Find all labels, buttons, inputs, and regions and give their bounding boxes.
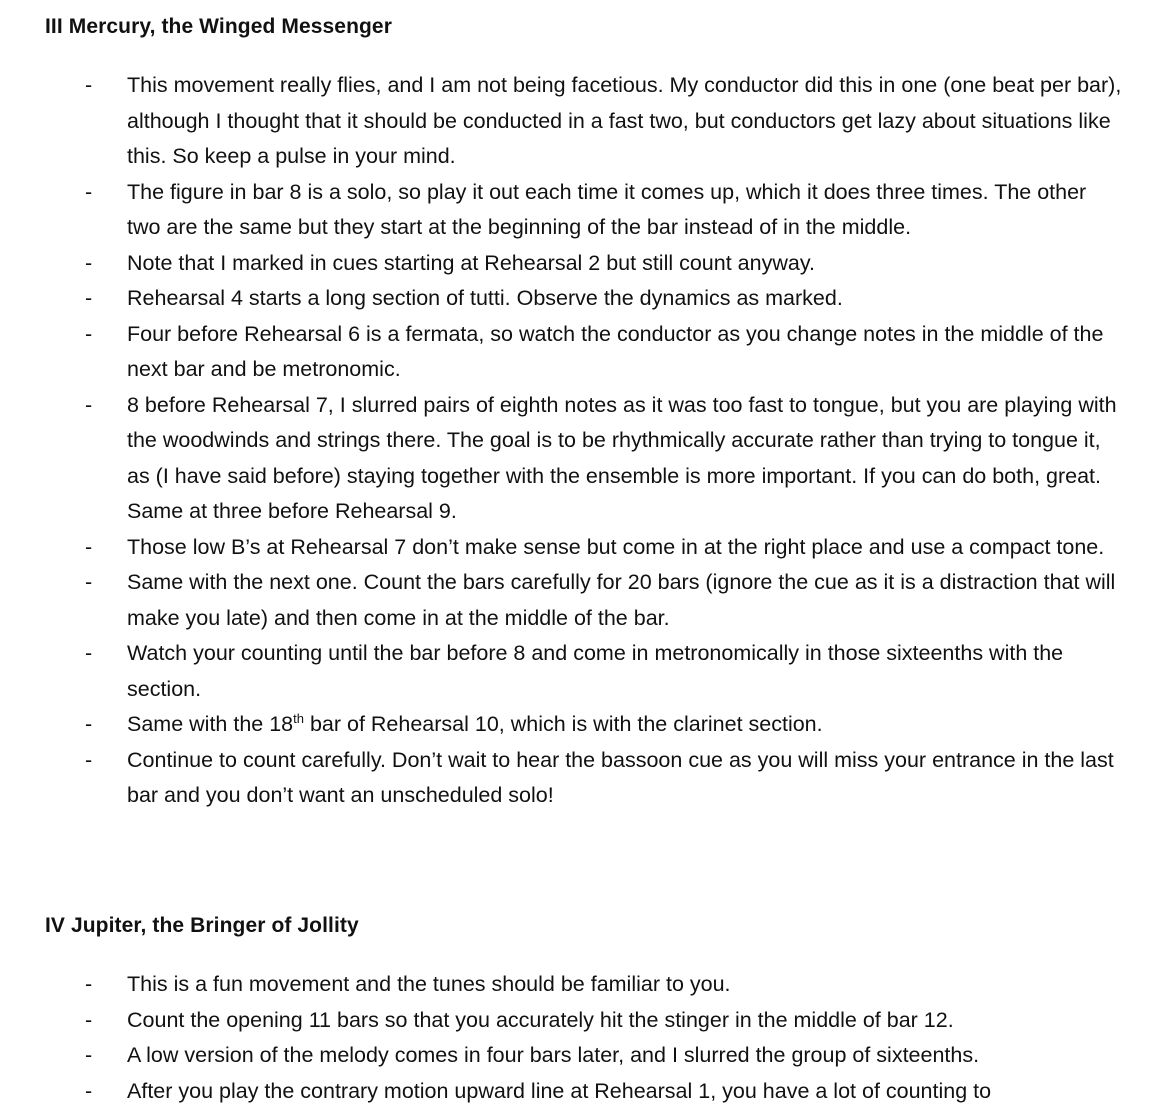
list-item-text: The figure in bar 8 is a solo, so play it out each time it comes up, which it does three times. The other two are the same but they start at the beginning of the bar instead of in the middle. bbox=[127, 180, 1086, 240]
list-item bbox=[0, 1074, 1166, 1109]
bullet-dash: - bbox=[85, 530, 99, 566]
list-item bbox=[0, 1038, 1166, 1074]
list-item bbox=[0, 68, 1166, 175]
list-item bbox=[0, 707, 1166, 743]
bullet-dash: - bbox=[85, 967, 99, 1003]
ordinal-suffix: th bbox=[293, 711, 304, 726]
bullet-dash: - bbox=[85, 1074, 99, 1109]
list-item-text: Rehearsal 4 starts a long section of tutti. Observe the dynamics as marked. bbox=[127, 286, 843, 310]
list-item-text: Note that I marked in cues starting at Rehearsal 2 but still count anyway. bbox=[127, 251, 815, 275]
bullet-dash: - bbox=[85, 317, 99, 353]
bullet-dash: - bbox=[85, 246, 99, 282]
list-item-text: Same with the next one. Count the bars carefully for 20 bars (ignore the cue as it is a distraction that will make you late) and then come in at the middle of the bar. bbox=[127, 570, 1115, 630]
list-item-text: Watch your counting until the bar before 8 and come in metronomically in those sixteenths with the section. bbox=[127, 641, 1063, 701]
list-item bbox=[0, 530, 1166, 566]
bullet-dash: - bbox=[85, 707, 99, 743]
list-item bbox=[0, 175, 1166, 246]
list-item-text: Continue to count carefully. Don’t wait to hear the bassoon cue as you will miss your entrance in the last bar and you don’t want an unscheduled solo! bbox=[127, 748, 1114, 808]
section-heading-jupiter: IV Jupiter, the Bringer of Jollity bbox=[45, 912, 359, 940]
list-item-text: This is a fun movement and the tunes should be familiar to you. bbox=[127, 972, 731, 996]
bullet-dash: - bbox=[85, 636, 99, 672]
list-item-text: This movement really flies, and I am not being facetious. My conductor did this in one (one beat per bar), although I thought that it should be conducted in a fast two, but conductors get lazy about situations like this. So keep a pulse in your mind. bbox=[127, 73, 1121, 168]
bullet-dash: - bbox=[85, 68, 99, 104]
list-item-text: 8 before Rehearsal 7, I slurred pairs of eighth notes as it was too fast to tongue, but you are playing with the woodwinds and strings there. The goal is to be rhythmically accurate rather than trying to tongue it, as (I have said before) staying together with the ensemble is more important. If you can do both, great. Same at three before Rehearsal 9. bbox=[127, 393, 1117, 524]
list-item bbox=[0, 317, 1166, 388]
bullet-dash: - bbox=[85, 388, 99, 424]
bullet-dash: - bbox=[85, 1038, 99, 1074]
section-heading-mercury: III Mercury, the Winged Messenger bbox=[45, 13, 392, 41]
list-item-text: After you play the contrary motion upward line at Rehearsal 1, you have a lot of counting to bbox=[127, 1079, 991, 1103]
list-item bbox=[0, 1003, 1166, 1039]
bullet-dash: - bbox=[85, 743, 99, 779]
list-item bbox=[0, 281, 1166, 317]
list-item-text: A low version of the melody comes in four bars later, and I slurred the group of sixteenths. bbox=[127, 1043, 979, 1067]
list-item bbox=[0, 246, 1166, 282]
bullet-dash: - bbox=[85, 175, 99, 211]
bullet-list-jupiter bbox=[0, 967, 1166, 1109]
list-item bbox=[0, 565, 1166, 636]
list-item bbox=[0, 743, 1166, 814]
list-item-text: Those low B’s at Rehearsal 7 don’t make sense but come in at the right place and use a compact tone. bbox=[127, 535, 1104, 559]
list-item bbox=[0, 636, 1166, 707]
bullet-list-mercury bbox=[0, 68, 1166, 814]
list-item bbox=[0, 388, 1166, 530]
list-item-text: Four before Rehearsal 6 is a fermata, so watch the conductor as you change notes in the middle of the next bar and be metronomic. bbox=[127, 322, 1103, 382]
bullet-dash: - bbox=[85, 281, 99, 317]
list-item bbox=[0, 967, 1166, 1003]
bullet-dash: - bbox=[85, 565, 99, 601]
bullet-dash: - bbox=[85, 1003, 99, 1039]
list-item-text: Same with the 18 bbox=[127, 712, 293, 736]
list-item-text: Count the opening 11 bars so that you accurately hit the stinger in the middle of bar 12. bbox=[127, 1008, 954, 1032]
list-item-text: bar of Rehearsal 10, which is with the clarinet section. bbox=[304, 712, 823, 736]
